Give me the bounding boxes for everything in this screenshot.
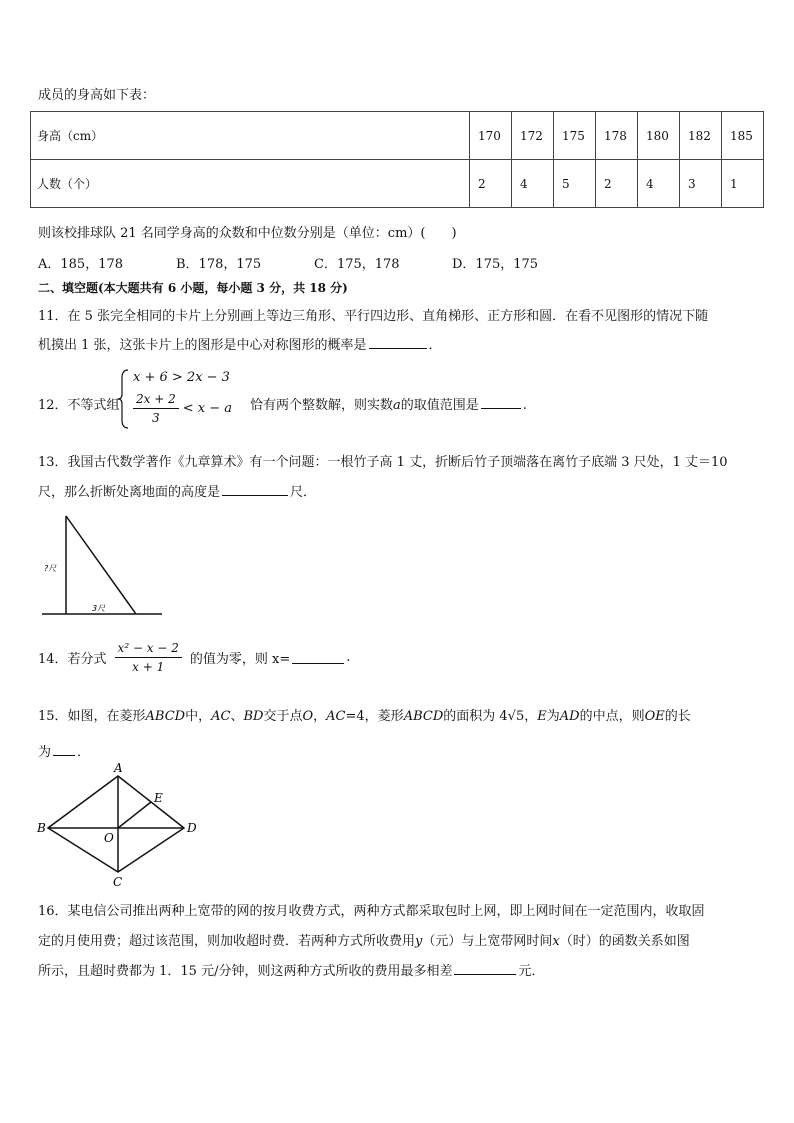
q16-x: x [552,934,560,949]
q14-line [38,641,350,674]
table-cell: 182 [680,112,722,160]
table-cell: 4 [638,160,680,208]
table-cell: 2 [470,160,512,208]
q16-line2 [38,930,690,949]
label-c: C [113,875,123,889]
section-title: 二、填空题(本大题共有 6 小题，每小题 3 分，共 18 分) [38,281,348,295]
q15-end: ． [77,745,91,760]
q15-e: E [537,709,547,724]
q13-end: 尺． [290,485,317,500]
q13-text: 尺，那么折断处离地面的高度是 [38,485,221,500]
q14-suffix: 的值为零，则 x= [189,652,291,667]
bamboo-triangle-figure [38,510,168,620]
q12-suffix: 的取值范围是 [400,398,479,413]
q15-text: 的长 [664,709,691,724]
q12-end: . [522,398,527,413]
q15-ac: AC [326,709,346,724]
answer-blank [53,743,75,756]
answer-blank [369,336,427,349]
fraction [133,392,179,425]
answer-blank [454,962,516,975]
fraction [115,641,182,674]
figure-hypotenuse [66,516,136,614]
q15-text: 、 [230,709,244,724]
q12-var: a [393,398,401,413]
rhombus-figure [34,760,204,890]
fraction-denominator: x + 1 [132,660,165,674]
q15-sqrt: √5 [507,709,525,724]
q16-end: 元． [518,964,545,979]
q13-line1: 13．我国古代数学著作《九章算术》有一个问题：一根竹子高 1 丈，折断后竹子顶端落在离竹子底端 3 尺处，1 丈＝10 [38,455,728,470]
answer-blank [481,396,521,409]
table-cell: 170 [470,112,512,160]
q15-text: 为 [546,709,560,724]
q15-text: 交于点 [263,709,303,724]
intro-text: 成员的身高如下表： [38,88,156,103]
fraction-numerator: 2x + 2 [133,392,179,409]
q12-mid: 恰有两个整数解，则实数 [250,398,394,413]
q15-text: ， [313,709,327,724]
q16-y: y [415,934,423,949]
figure-label-base: 3尺 [92,604,106,613]
q15-text: =4，菱形 [345,709,404,724]
q12-ineq2-rest: < x − a [182,401,232,416]
row-label-count: 人数（个） [31,160,470,208]
q12-prefix: 12．不等式组 [38,398,120,413]
q11-end: ． [428,338,442,353]
height-table [30,111,764,208]
q11-line2 [38,334,442,353]
table-cell: 2 [596,160,638,208]
q10-option-a: A．185，178 [38,257,124,272]
q11-line1: 11．在 5 张完全相同的卡片上分别画上等边三角形、平行四边形、直角梯形、正方形和圆．在看不见图形的情况下随 [38,309,709,324]
q12-ineq1: x + 6 > 2x − 3 [133,370,230,385]
label-o: O [104,831,114,845]
q16-text: （时）的函数关系如图 [559,934,690,949]
q10-option-d: D．175，175 [452,257,539,272]
table-cell: 175 [554,112,596,160]
q16-line1: 16．某电信公司推出两种上宽带的网的按月收费方式，两种方式都采取包时上网，即上网时间在一定范围内，收取固 [38,904,705,919]
q12-text [250,394,527,413]
q15-line1 [38,705,691,724]
q16-text: （元）与上宽带网时间 [422,934,553,949]
q16-text: 所示，且超时费都为 1．15 元/分钟，则这两种方式所收的费用最多相差 [38,964,453,979]
q15-text: 的中点，则 [579,709,645,724]
q13-line2 [38,481,316,500]
row-label-height: 身高（cm） [31,112,470,160]
q16-line3 [38,960,544,979]
fraction-numerator: x² − x − 2 [115,641,182,658]
label-a: A [114,761,123,775]
label-e: E [154,791,163,805]
table-cell: 4 [512,160,554,208]
q15-line2 [38,741,90,760]
table-row [31,160,764,208]
brace-icon [116,368,130,430]
segment-oe [118,802,151,828]
q15-text: 为 [38,745,52,760]
q11-text: 机摸出 1 张，这张卡片上的图形是中心对称图形的概率是 [38,338,367,353]
q15-text: 15．如图，在菱形 [38,709,146,724]
table-cell: 5 [554,160,596,208]
label-b: B [37,821,46,835]
fraction-denominator: 3 [152,411,160,425]
table-cell: 180 [638,112,680,160]
q15-text: ， [524,709,538,724]
q10-stem: 则该校排球队 21 名同学身高的众数和中位数分别是（单位：cm）( ) [38,226,457,241]
table-cell: 1 [722,160,764,208]
q15-ac: AC [211,709,231,724]
q15-ad: AD [559,709,580,724]
q12-ineq2 [133,392,232,425]
table-cell: 172 [512,112,554,160]
q15-text: 的面积为 4 [443,709,508,724]
q10-option-b: B．178，175 [176,257,262,272]
label-d: D [187,821,197,835]
q15-abcd: ABCD [403,709,444,724]
table-cell: 185 [722,112,764,160]
q15-oe: OE [644,709,665,724]
answer-blank [222,483,288,496]
q14-prefix: 14．若分式 [38,652,107,667]
table-row [31,112,764,160]
q15-text: 中， [185,709,212,724]
table-cell: 3 [680,160,722,208]
figure-label-vertical: ?尺 [44,564,57,573]
q15-abcd: ABCD [145,709,186,724]
rhombus-outline [48,776,184,872]
q16-text: 定的月使用费；超过该范围，则加收超时费．若两种方式所收费用 [38,934,416,949]
q15-bd: BD [243,709,264,724]
q15-o: O [302,709,314,724]
answer-blank [292,651,344,664]
q10-option-c: C．175，178 [314,257,400,272]
table-cell: 178 [596,112,638,160]
q14-end: . [346,650,351,665]
